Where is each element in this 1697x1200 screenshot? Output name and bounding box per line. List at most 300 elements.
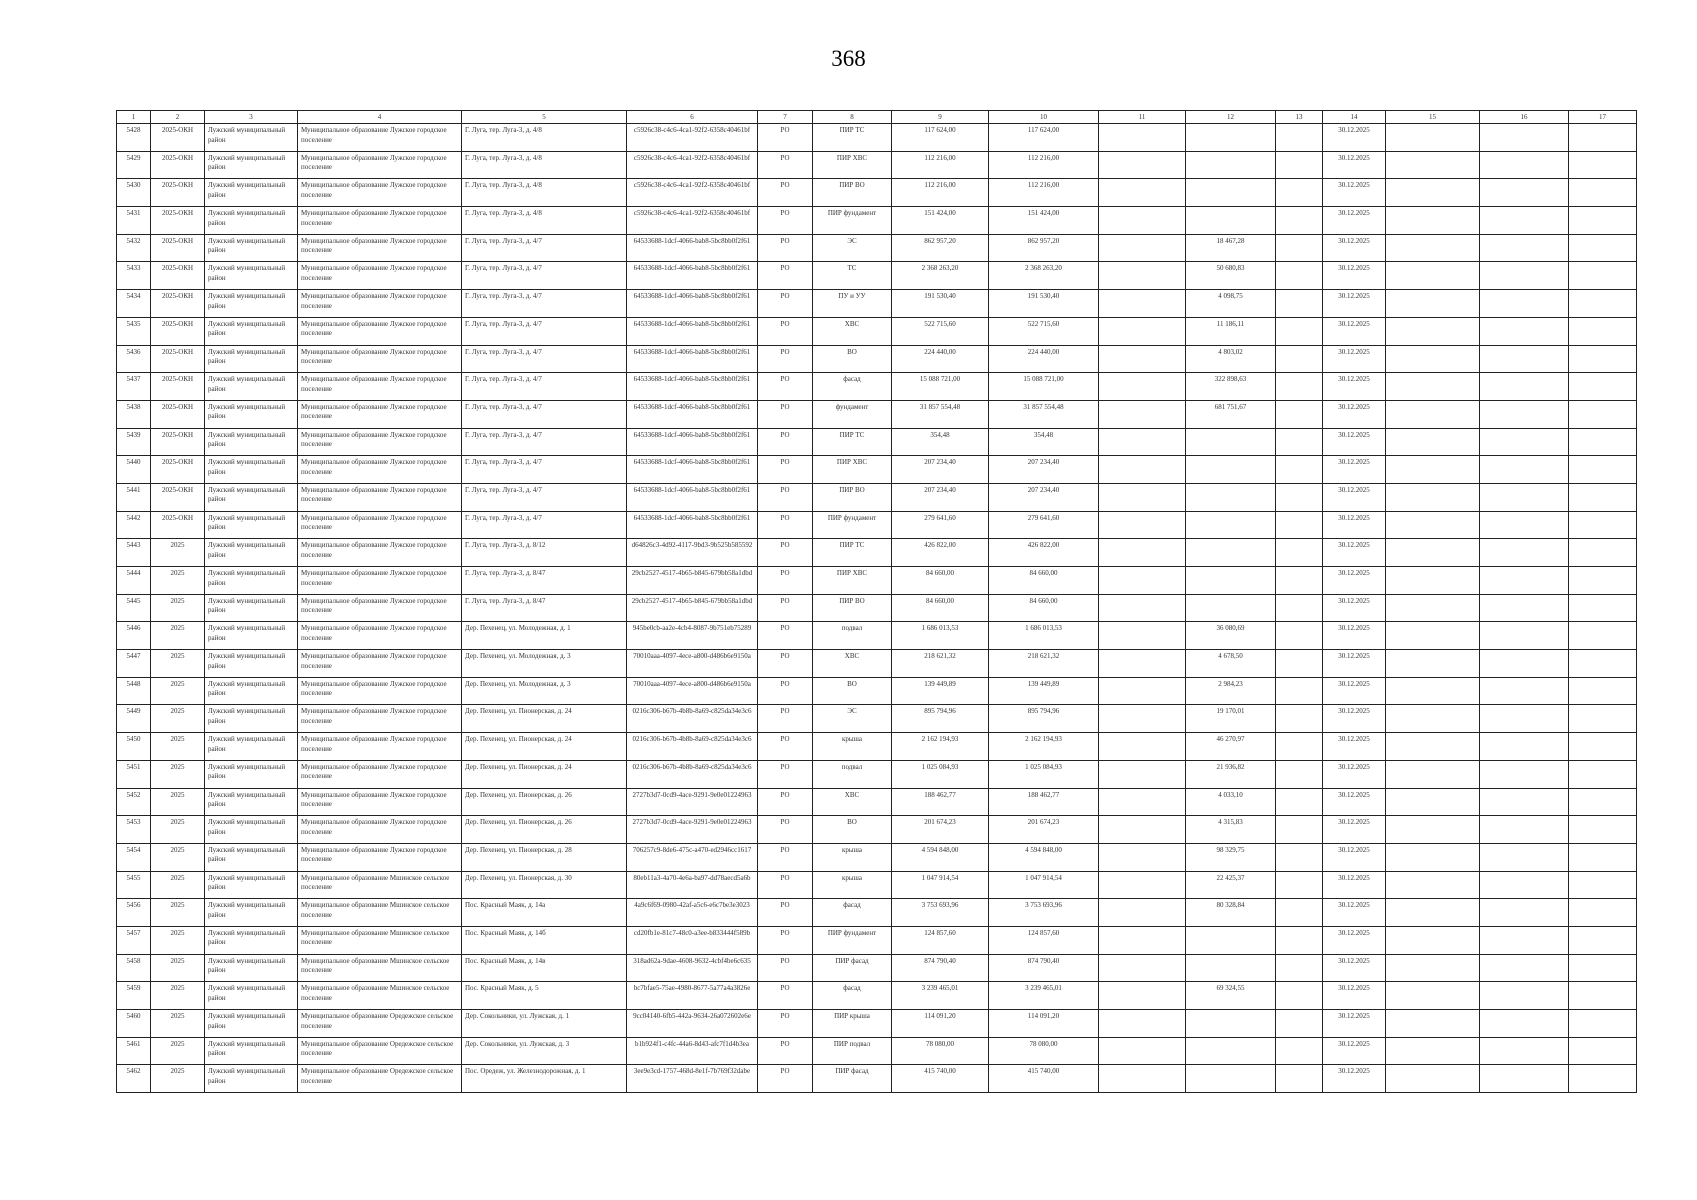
col15-cell xyxy=(1386,622,1480,650)
cost-total-cell: 1 686 013,53 xyxy=(989,622,1099,650)
col17-cell xyxy=(1569,926,1637,954)
row-number-cell: 5439 xyxy=(117,428,151,456)
col16-cell xyxy=(1480,650,1569,678)
cost-cell: 279 641,60 xyxy=(892,511,989,539)
col11-cell xyxy=(1099,539,1186,567)
row-number-cell: 5442 xyxy=(117,511,151,539)
address-cell: Г. Луга, тер. Луга-3, д. 4/7 xyxy=(462,483,627,511)
col16-cell xyxy=(1480,899,1569,927)
house-guid-cell: 64533688-1dcf-4066-bab8-5bc8bb0f2f61 xyxy=(627,234,758,262)
row-number-cell: 5448 xyxy=(117,677,151,705)
work-type-cell: ПИР фасад xyxy=(813,954,892,982)
program-cell: РО xyxy=(758,511,813,539)
col11-cell xyxy=(1099,262,1186,290)
municipality-cell: Муниципальное образование Лужское городское поселение xyxy=(298,400,462,428)
col13-cell xyxy=(1276,151,1323,179)
district-cell: Лужский муниципальный район xyxy=(205,317,298,345)
col15-cell xyxy=(1386,843,1480,871)
deadline-cell: 30.12.2025 xyxy=(1323,871,1386,899)
cost-total-cell: 207 234,40 xyxy=(989,483,1099,511)
address-cell: Дер. Сокольники, ул. Лужская, д. 1 xyxy=(462,1010,627,1038)
amount-cell xyxy=(1186,567,1276,595)
cost-total-cell: 862 957,20 xyxy=(989,234,1099,262)
house-guid-cell: d64826c3-4d92-4117-9bd3-9b525b585592 xyxy=(627,539,758,567)
col13-cell xyxy=(1276,400,1323,428)
table-row xyxy=(117,317,1637,345)
address-cell: Дер. Пехенец, ул. Пионерская, д. 26 xyxy=(462,788,627,816)
cost-cell: 1 025 084,93 xyxy=(892,760,989,788)
col13-cell xyxy=(1276,1037,1323,1065)
address-cell: Дер. Пехенец, ул. Пионерская, д. 28 xyxy=(462,843,627,871)
register-table xyxy=(116,110,1637,1093)
municipality-cell: Муниципальное образование Лужское городское поселение xyxy=(298,207,462,235)
address-cell: Г. Луга, тер. Луга-3, д. 4/8 xyxy=(462,124,627,152)
amount-cell xyxy=(1186,151,1276,179)
col15-cell xyxy=(1386,317,1480,345)
address-cell: Дер. Пехенец, ул. Пионерская, д. 24 xyxy=(462,733,627,761)
district-cell: Лужский муниципальный район xyxy=(205,207,298,235)
cost-cell: 224 440,00 xyxy=(892,345,989,373)
municipality-cell: Муниципальное образование Лужское городское поселение xyxy=(298,511,462,539)
work-type-cell: ХВС xyxy=(813,650,892,678)
deadline-cell: 30.12.2025 xyxy=(1323,899,1386,927)
program-cell: РО xyxy=(758,899,813,927)
district-cell: Лужский муниципальный район xyxy=(205,151,298,179)
row-number-cell: 5452 xyxy=(117,788,151,816)
col13-cell xyxy=(1276,843,1323,871)
address-cell: Пос. Красный Маяк, д. 5 xyxy=(462,982,627,1010)
cost-total-cell: 114 091,20 xyxy=(989,1010,1099,1038)
cost-total-cell: 84 660,00 xyxy=(989,567,1099,595)
col16-cell xyxy=(1480,926,1569,954)
work-type-cell: фасад xyxy=(813,373,892,401)
cost-total-cell: 188 462,77 xyxy=(989,788,1099,816)
amount-cell xyxy=(1186,511,1276,539)
house-guid-cell: 4a9c6f69-0980-42af-a5c6-e6c7be3e3023 xyxy=(627,899,758,927)
cost-total-cell: 15 088 721,00 xyxy=(989,373,1099,401)
col16-cell xyxy=(1480,982,1569,1010)
year-cell: 2025 xyxy=(151,705,205,733)
col17-cell xyxy=(1569,622,1637,650)
cost-total-cell: 117 624,00 xyxy=(989,124,1099,152)
amount-cell: 11 186,11 xyxy=(1186,317,1276,345)
program-cell: РО xyxy=(758,456,813,484)
house-guid-cell: 64533688-1dcf-4066-bab8-5bc8bb0f2f61 xyxy=(627,400,758,428)
year-cell: 2025 xyxy=(151,1065,205,1093)
address-cell: Г. Луга, тер. Луга-3, д. 4/7 xyxy=(462,234,627,262)
cost-cell: 112 216,00 xyxy=(892,151,989,179)
program-cell: РО xyxy=(758,290,813,318)
program-cell: РО xyxy=(758,483,813,511)
district-cell: Лужский муниципальный район xyxy=(205,677,298,705)
year-cell: 2025 xyxy=(151,982,205,1010)
year-cell: 2025-ОКН xyxy=(151,124,205,152)
amount-cell: 50 680,83 xyxy=(1186,262,1276,290)
column-number-header: 16 xyxy=(1480,111,1569,124)
col13-cell xyxy=(1276,733,1323,761)
program-cell: РО xyxy=(758,1065,813,1093)
amount-cell xyxy=(1186,428,1276,456)
program-cell: РО xyxy=(758,262,813,290)
col15-cell xyxy=(1386,982,1480,1010)
program-cell: РО xyxy=(758,234,813,262)
year-cell: 2025 xyxy=(151,594,205,622)
cost-total-cell: 415 740,00 xyxy=(989,1065,1099,1093)
address-cell: Пос. Оредеж, ул. Железнодорожная, д. 1 xyxy=(462,1065,627,1093)
district-cell: Лужский муниципальный район xyxy=(205,456,298,484)
program-cell: РО xyxy=(758,705,813,733)
address-cell: Г. Луга, тер. Луга-3, д. 4/7 xyxy=(462,373,627,401)
row-number-cell: 5444 xyxy=(117,567,151,595)
program-cell: РО xyxy=(758,124,813,152)
municipality-cell: Муниципальное образование Лужское городское поселение xyxy=(298,622,462,650)
deadline-cell: 30.12.2025 xyxy=(1323,1065,1386,1093)
col13-cell xyxy=(1276,345,1323,373)
deadline-cell: 30.12.2025 xyxy=(1323,317,1386,345)
table-row xyxy=(117,788,1637,816)
district-cell: Лужский муниципальный район xyxy=(205,954,298,982)
year-cell: 2025-ОКН xyxy=(151,483,205,511)
table-row xyxy=(117,926,1637,954)
cost-total-cell: 84 660,00 xyxy=(989,594,1099,622)
deadline-cell: 30.12.2025 xyxy=(1323,594,1386,622)
cost-cell: 218 621,32 xyxy=(892,650,989,678)
program-cell: РО xyxy=(758,1010,813,1038)
row-number-cell: 5461 xyxy=(117,1037,151,1065)
cost-cell: 139 449,89 xyxy=(892,677,989,705)
column-number-header: 12 xyxy=(1186,111,1276,124)
cost-cell: 207 234,40 xyxy=(892,483,989,511)
year-cell: 2025 xyxy=(151,926,205,954)
cost-total-cell: 1 025 084,93 xyxy=(989,760,1099,788)
house-guid-cell: 29cb2527-4517-4b65-b845-679bb58a1dbd xyxy=(627,594,758,622)
table-row xyxy=(117,650,1637,678)
col17-cell xyxy=(1569,124,1637,152)
col15-cell xyxy=(1386,705,1480,733)
amount-cell xyxy=(1186,179,1276,207)
amount-cell: 46 270,97 xyxy=(1186,733,1276,761)
address-cell: Г. Луга, тер. Луга-3, д. 4/7 xyxy=(462,290,627,318)
year-cell: 2025 xyxy=(151,871,205,899)
table-row xyxy=(117,234,1637,262)
amount-cell xyxy=(1186,594,1276,622)
col15-cell xyxy=(1386,483,1480,511)
house-guid-cell: 0216c306-b67b-4b8b-8a69-c825da34e3c6 xyxy=(627,705,758,733)
col15-cell xyxy=(1386,234,1480,262)
work-type-cell: ВО xyxy=(813,345,892,373)
col17-cell xyxy=(1569,982,1637,1010)
col13-cell xyxy=(1276,179,1323,207)
amount-cell: 22 425,37 xyxy=(1186,871,1276,899)
col16-cell xyxy=(1480,483,1569,511)
year-cell: 2025-ОКН xyxy=(151,456,205,484)
row-number-cell: 5433 xyxy=(117,262,151,290)
col16-cell xyxy=(1480,373,1569,401)
address-cell: Г. Луга, тер. Луга-3, д. 4/7 xyxy=(462,456,627,484)
deadline-cell: 30.12.2025 xyxy=(1323,816,1386,844)
municipality-cell: Муниципальное образование Оредежское сельское поселение xyxy=(298,1065,462,1093)
col11-cell xyxy=(1099,373,1186,401)
row-number-cell: 5443 xyxy=(117,539,151,567)
col17-cell xyxy=(1569,345,1637,373)
cost-total-cell: 201 674,23 xyxy=(989,816,1099,844)
col11-cell xyxy=(1099,733,1186,761)
col17-cell xyxy=(1569,151,1637,179)
amount-cell: 4 315,83 xyxy=(1186,816,1276,844)
district-cell: Лужский муниципальный район xyxy=(205,871,298,899)
row-number-cell: 5456 xyxy=(117,899,151,927)
row-number-cell: 5455 xyxy=(117,871,151,899)
col11-cell xyxy=(1099,705,1186,733)
cost-cell: 124 857,60 xyxy=(892,926,989,954)
row-number-cell: 5436 xyxy=(117,345,151,373)
program-cell: РО xyxy=(758,982,813,1010)
district-cell: Лужский муниципальный район xyxy=(205,843,298,871)
house-guid-cell: c5926c38-c4c6-4ca1-92f2-6358c40461bf xyxy=(627,207,758,235)
col16-cell xyxy=(1480,207,1569,235)
work-type-cell: ПИР ВО xyxy=(813,179,892,207)
col13-cell xyxy=(1276,677,1323,705)
col13-cell xyxy=(1276,262,1323,290)
col11-cell xyxy=(1099,124,1186,152)
municipality-cell: Муниципальное образование Лужское городское поселение xyxy=(298,816,462,844)
table-row xyxy=(117,871,1637,899)
table-row xyxy=(117,899,1637,927)
municipality-cell: Муниципальное образование Лужское городское поселение xyxy=(298,539,462,567)
house-guid-cell: 64533688-1dcf-4066-bab8-5bc8bb0f2f61 xyxy=(627,290,758,318)
deadline-cell: 30.12.2025 xyxy=(1323,483,1386,511)
address-cell: Г. Луга, тер. Луга-3, д. 4/7 xyxy=(462,511,627,539)
col11-cell xyxy=(1099,567,1186,595)
work-type-cell: крыша xyxy=(813,843,892,871)
municipality-cell: Муниципальное образование Лужское городское поселение xyxy=(298,317,462,345)
cost-total-cell: 895 794,96 xyxy=(989,705,1099,733)
work-type-cell: подвал xyxy=(813,760,892,788)
work-type-cell: ПУ и УУ xyxy=(813,290,892,318)
municipality-cell: Муниципальное образование Лужское городское поселение xyxy=(298,373,462,401)
col15-cell xyxy=(1386,345,1480,373)
year-cell: 2025 xyxy=(151,843,205,871)
cost-total-cell: 112 216,00 xyxy=(989,151,1099,179)
col15-cell xyxy=(1386,400,1480,428)
column-number-header: 1 xyxy=(117,111,151,124)
district-cell: Лужский муниципальный район xyxy=(205,567,298,595)
cost-cell: 1 686 013,53 xyxy=(892,622,989,650)
municipality-cell: Муниципальное образование Лужское городское поселение xyxy=(298,290,462,318)
program-cell: РО xyxy=(758,594,813,622)
table-row xyxy=(117,400,1637,428)
cost-total-cell: 279 641,60 xyxy=(989,511,1099,539)
year-cell: 2025-ОКН xyxy=(151,400,205,428)
district-cell: Лужский муниципальный район xyxy=(205,816,298,844)
col15-cell xyxy=(1386,650,1480,678)
col13-cell xyxy=(1276,207,1323,235)
cost-total-cell: 191 530,40 xyxy=(989,290,1099,318)
col11-cell xyxy=(1099,760,1186,788)
column-number-header: 5 xyxy=(462,111,627,124)
col11-cell xyxy=(1099,899,1186,927)
col17-cell xyxy=(1569,650,1637,678)
district-cell: Лужский муниципальный район xyxy=(205,788,298,816)
col13-cell xyxy=(1276,234,1323,262)
col16-cell xyxy=(1480,539,1569,567)
district-cell: Лужский муниципальный район xyxy=(205,234,298,262)
cost-total-cell: 2 368 263,20 xyxy=(989,262,1099,290)
col15-cell xyxy=(1386,456,1480,484)
table-row xyxy=(117,428,1637,456)
table-row xyxy=(117,843,1637,871)
col11-cell xyxy=(1099,511,1186,539)
deadline-cell: 30.12.2025 xyxy=(1323,456,1386,484)
municipality-cell: Муниципальное образование Лужское городское поселение xyxy=(298,843,462,871)
program-cell: РО xyxy=(758,788,813,816)
col11-cell xyxy=(1099,456,1186,484)
amount-cell xyxy=(1186,926,1276,954)
col13-cell xyxy=(1276,594,1323,622)
cost-cell: 15 088 721,00 xyxy=(892,373,989,401)
column-number-header: 7 xyxy=(758,111,813,124)
year-cell: 2025-ОКН xyxy=(151,262,205,290)
work-type-cell: ВО xyxy=(813,677,892,705)
col17-cell xyxy=(1569,594,1637,622)
deadline-cell: 30.12.2025 xyxy=(1323,954,1386,982)
col11-cell xyxy=(1099,871,1186,899)
cost-total-cell: 218 621,32 xyxy=(989,650,1099,678)
col15-cell xyxy=(1386,151,1480,179)
amount-cell xyxy=(1186,1065,1276,1093)
work-type-cell: ТС xyxy=(813,262,892,290)
amount-cell: 4 678,50 xyxy=(1186,650,1276,678)
col11-cell xyxy=(1099,317,1186,345)
row-number-cell: 5430 xyxy=(117,179,151,207)
cost-total-cell: 78 080,00 xyxy=(989,1037,1099,1065)
col17-cell xyxy=(1569,317,1637,345)
col15-cell xyxy=(1386,373,1480,401)
year-cell: 2025 xyxy=(151,650,205,678)
cost-cell: 426 822,00 xyxy=(892,539,989,567)
address-cell: Дер. Пехенец, ул. Пионерская, д. 26 xyxy=(462,816,627,844)
col13-cell xyxy=(1276,705,1323,733)
house-guid-cell: 706257c9-8de6-475c-a470-ed2946cc1617 xyxy=(627,843,758,871)
col15-cell xyxy=(1386,290,1480,318)
col11-cell xyxy=(1099,151,1186,179)
col16-cell xyxy=(1480,179,1569,207)
house-guid-cell: c5926c38-c4c6-4ca1-92f2-6358c40461bf xyxy=(627,124,758,152)
district-cell: Лужский муниципальный район xyxy=(205,926,298,954)
column-number-header: 6 xyxy=(627,111,758,124)
column-number-header: 14 xyxy=(1323,111,1386,124)
amount-cell: 36 080,69 xyxy=(1186,622,1276,650)
cost-cell: 84 660,00 xyxy=(892,567,989,595)
col11-cell xyxy=(1099,234,1186,262)
col11-cell xyxy=(1099,1037,1186,1065)
deadline-cell: 30.12.2025 xyxy=(1323,705,1386,733)
district-cell: Лужский муниципальный район xyxy=(205,594,298,622)
table-row xyxy=(117,151,1637,179)
cost-cell: 188 462,77 xyxy=(892,788,989,816)
col15-cell xyxy=(1386,594,1480,622)
col17-cell xyxy=(1569,290,1637,318)
col17-cell xyxy=(1569,871,1637,899)
col11-cell xyxy=(1099,650,1186,678)
row-number-cell: 5428 xyxy=(117,124,151,152)
house-guid-cell: 80eb11a3-4a70-4e6a-ba97-dd78aecd5a6b xyxy=(627,871,758,899)
col13-cell xyxy=(1276,124,1323,152)
district-cell: Лужский муниципальный район xyxy=(205,290,298,318)
table-row xyxy=(117,816,1637,844)
col15-cell xyxy=(1386,760,1480,788)
table-row xyxy=(117,1010,1637,1038)
cost-total-cell: 426 822,00 xyxy=(989,539,1099,567)
house-guid-cell: 64533688-1dcf-4066-bab8-5bc8bb0f2f61 xyxy=(627,345,758,373)
column-number-header: 8 xyxy=(813,111,892,124)
address-cell: Г. Луга, тер. Луга-3, д. 8/47 xyxy=(462,567,627,595)
col15-cell xyxy=(1386,262,1480,290)
year-cell: 2025 xyxy=(151,733,205,761)
address-cell: Г. Луга, тер. Луга-3, д. 4/8 xyxy=(462,179,627,207)
col11-cell xyxy=(1099,954,1186,982)
deadline-cell: 30.12.2025 xyxy=(1323,179,1386,207)
program-cell: РО xyxy=(758,151,813,179)
cost-total-cell: 874 790,40 xyxy=(989,954,1099,982)
deadline-cell: 30.12.2025 xyxy=(1323,345,1386,373)
col11-cell xyxy=(1099,982,1186,1010)
col16-cell xyxy=(1480,622,1569,650)
col16-cell xyxy=(1480,954,1569,982)
col15-cell xyxy=(1386,899,1480,927)
col15-cell xyxy=(1386,1065,1480,1093)
cost-total-cell: 31 857 554,48 xyxy=(989,400,1099,428)
row-number-cell: 5454 xyxy=(117,843,151,871)
work-type-cell: ПИР ТС xyxy=(813,539,892,567)
municipality-cell: Муниципальное образование Лужское городское поселение xyxy=(298,456,462,484)
column-number-header: 4 xyxy=(298,111,462,124)
amount-cell: 18 467,28 xyxy=(1186,234,1276,262)
row-number-cell: 5457 xyxy=(117,926,151,954)
col17-cell xyxy=(1569,899,1637,927)
deadline-cell: 30.12.2025 xyxy=(1323,124,1386,152)
deadline-cell: 30.12.2025 xyxy=(1323,677,1386,705)
col17-cell xyxy=(1569,677,1637,705)
work-type-cell: ПИР фундамент xyxy=(813,207,892,235)
col16-cell xyxy=(1480,234,1569,262)
deadline-cell: 30.12.2025 xyxy=(1323,290,1386,318)
district-cell: Лужский муниципальный район xyxy=(205,400,298,428)
col17-cell xyxy=(1569,1065,1637,1093)
col17-cell xyxy=(1569,733,1637,761)
address-cell: Г. Луга, тер. Луга-3, д. 4/7 xyxy=(462,317,627,345)
page-number: 368 xyxy=(831,46,866,71)
work-type-cell: ХВС xyxy=(813,788,892,816)
house-guid-cell: 0216c306-b67b-4b8b-8a69-c825da34e3c6 xyxy=(627,733,758,761)
cost-total-cell: 139 449,89 xyxy=(989,677,1099,705)
deadline-cell: 30.12.2025 xyxy=(1323,843,1386,871)
house-guid-cell: 64533688-1dcf-4066-bab8-5bc8bb0f2f61 xyxy=(627,317,758,345)
col13-cell xyxy=(1276,428,1323,456)
amount-cell: 4 033,10 xyxy=(1186,788,1276,816)
cost-total-cell: 207 234,40 xyxy=(989,456,1099,484)
row-number-cell: 5438 xyxy=(117,400,151,428)
col17-cell xyxy=(1569,788,1637,816)
district-cell: Лужский муниципальный район xyxy=(205,179,298,207)
work-type-cell: фасад xyxy=(813,982,892,1010)
address-cell: Г. Луга, тер. Луга-3, д. 4/8 xyxy=(462,151,627,179)
program-cell: РО xyxy=(758,207,813,235)
house-guid-cell: 64533688-1dcf-4066-bab8-5bc8bb0f2f61 xyxy=(627,456,758,484)
cost-cell: 1 047 914,54 xyxy=(892,871,989,899)
column-number-header: 13 xyxy=(1276,111,1323,124)
deadline-cell: 30.12.2025 xyxy=(1323,733,1386,761)
